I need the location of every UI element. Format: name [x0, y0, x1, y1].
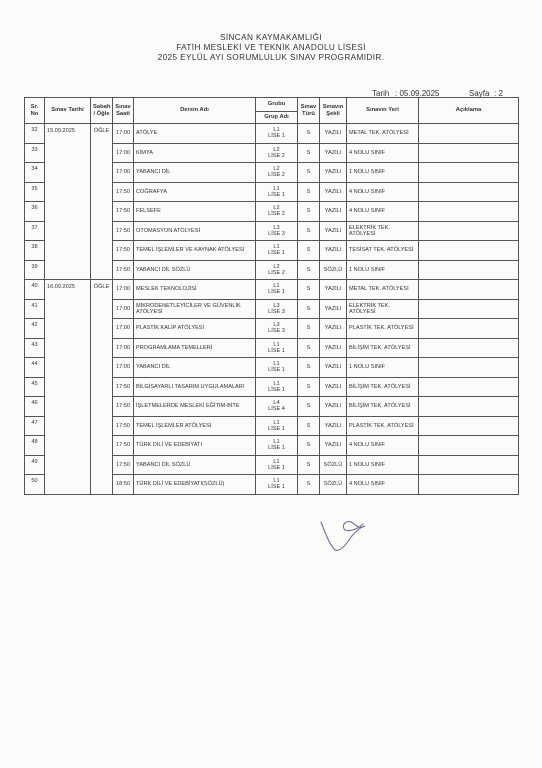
row-note	[419, 436, 519, 456]
table-row	[25, 397, 519, 417]
row-note	[419, 397, 519, 417]
row-group-name: LİSE 1	[268, 445, 285, 452]
row-type: S	[298, 338, 320, 358]
row-group	[256, 299, 298, 319]
row-date	[45, 182, 91, 202]
row-place: TESİSAT TEK. ATÖLYESİ	[347, 241, 419, 261]
exam-schedule-table	[24, 97, 519, 495]
row-note	[419, 475, 519, 495]
row-group-name: LİSE 1	[268, 386, 285, 393]
table-row	[25, 163, 519, 183]
row-session	[91, 475, 113, 495]
row-date	[45, 436, 91, 456]
table-row	[25, 338, 519, 358]
row-time: 17:50	[113, 416, 134, 436]
row-group-name: LİSE 1	[268, 347, 285, 354]
table-row	[25, 319, 519, 339]
row-course: TÜRK DİLİ VE EDEBİYATI(SÖZLÜ)	[134, 475, 256, 495]
row-group	[256, 475, 298, 495]
row-time: 17:00	[113, 338, 134, 358]
row-type: S	[298, 280, 320, 300]
row-course: PLASTİK KALIP ATÖLYESİ	[134, 319, 256, 339]
row-group	[256, 202, 298, 222]
row-time: 17:50	[113, 455, 134, 475]
row-note	[419, 260, 519, 280]
table-row	[25, 280, 519, 300]
row-time: 18:50	[113, 475, 134, 495]
row-group-code: L1	[273, 419, 280, 426]
row-group-code: L1	[273, 458, 280, 465]
row-no: 36	[25, 202, 45, 222]
row-course: COĞRAFYA	[134, 182, 256, 202]
row-group	[256, 436, 298, 456]
row-group-code: L1	[273, 380, 280, 387]
row-group	[256, 143, 298, 163]
row-session: ÖĞLE	[91, 124, 113, 144]
table-row	[25, 377, 519, 397]
row-date	[45, 221, 91, 241]
signature	[315, 510, 375, 560]
row-session	[91, 416, 113, 436]
row-session	[91, 319, 113, 339]
row-session	[91, 163, 113, 183]
row-group-code: L2	[273, 263, 280, 270]
row-time: 17:00	[113, 124, 134, 144]
row-group	[256, 163, 298, 183]
row-date	[45, 397, 91, 417]
row-place: BİLİŞİM TEK. ATÖLYESİ	[347, 338, 419, 358]
row-form: SÖZLÜ	[320, 475, 347, 495]
row-group-name: LİSE 1	[268, 191, 285, 198]
row-date	[45, 475, 91, 495]
row-note	[419, 280, 519, 300]
row-no: 44	[25, 358, 45, 378]
row-date	[45, 202, 91, 222]
row-course: OTOMASYON ATÖLYESİ	[134, 221, 256, 241]
row-place: PLASTİK TEK. ATÖLYESİ	[347, 416, 419, 436]
row-form: YAZILI	[320, 436, 347, 456]
row-place: BİLİŞİM TEK. ATÖLYESİ	[347, 377, 419, 397]
row-no: 41	[25, 299, 45, 319]
row-type: S	[298, 475, 320, 495]
row-group-code: L4	[273, 400, 280, 407]
row-group-name: LİSE 2	[268, 152, 285, 159]
row-group	[256, 124, 298, 144]
row-no: 46	[25, 397, 45, 417]
col-header-type: Sınav Türü	[298, 98, 320, 124]
table-row	[25, 436, 519, 456]
table-row	[25, 416, 519, 436]
col-header-note: Açıklama	[419, 98, 519, 124]
row-no: 34	[25, 163, 45, 183]
row-group	[256, 338, 298, 358]
page-label: Sayfa	[469, 89, 490, 98]
row-form: YAZILI	[320, 319, 347, 339]
row-no: 35	[25, 182, 45, 202]
row-place: 4 NOLU SINIF	[347, 475, 419, 495]
row-time: 17:50	[113, 221, 134, 241]
row-course: TEMEL İŞLEMLER ATÖLYESİ	[134, 416, 256, 436]
row-place: 1 NOLU SINIF	[347, 358, 419, 378]
row-no: 39	[25, 260, 45, 280]
row-group-code: L1	[273, 283, 280, 290]
row-group-code: L3	[273, 224, 280, 231]
row-time: 17:00	[113, 280, 134, 300]
row-group-code: L1	[273, 127, 280, 134]
row-date	[45, 299, 91, 319]
row-time: 17:50	[113, 377, 134, 397]
row-time: 17:50	[113, 202, 134, 222]
col-header-time: Sınav Saati	[113, 98, 134, 124]
row-time: 17:00	[113, 163, 134, 183]
row-course: MESLEK TEKNOLOJİSİ	[134, 280, 256, 300]
row-place: 4 NOLU SINIF	[347, 143, 419, 163]
row-form: YAZILI	[320, 163, 347, 183]
row-note	[419, 182, 519, 202]
date-value: : 05.09.2025	[395, 89, 440, 98]
row-date	[45, 377, 91, 397]
row-no: 42	[25, 319, 45, 339]
row-course: TEMEL İŞLEMLER VE KAYNAK ATÖLYESİ	[134, 241, 256, 261]
table-row	[25, 358, 519, 378]
row-no: 38	[25, 241, 45, 261]
row-time: 17:50	[113, 182, 134, 202]
row-course: YABANCI DİL SÖZLÜ	[134, 260, 256, 280]
row-form: YAZILI	[320, 182, 347, 202]
row-course: MİKRODENETLEYİCİLER VE GÜVENLİK ATÖLYESİ	[134, 299, 256, 319]
row-session	[91, 397, 113, 417]
row-date	[45, 163, 91, 183]
row-no: 40	[25, 280, 45, 300]
row-group	[256, 358, 298, 378]
row-group-name: LİSE 3	[268, 308, 285, 315]
row-time: 17:50	[113, 436, 134, 456]
row-course: PROGRAMLAMA TEMELLERİ	[134, 338, 256, 358]
row-type: S	[298, 397, 320, 417]
row-group	[256, 241, 298, 261]
table-row	[25, 202, 519, 222]
row-group-name: LİSE 1	[268, 250, 285, 257]
row-no: 32	[25, 124, 45, 144]
row-place: ELEKTRİK TEK. ATÖLYESİ	[347, 299, 419, 319]
row-place: 4 NOLU SINIF	[347, 202, 419, 222]
row-group-code: L2	[273, 146, 280, 153]
date-label: Tarih	[372, 89, 390, 98]
row-group	[256, 397, 298, 417]
row-session	[91, 202, 113, 222]
row-type: S	[298, 260, 320, 280]
table-row	[25, 182, 519, 202]
row-date	[45, 455, 91, 475]
row-group	[256, 260, 298, 280]
row-type: S	[298, 358, 320, 378]
row-group	[256, 455, 298, 475]
row-note	[419, 319, 519, 339]
row-note	[419, 221, 519, 241]
row-type: S	[298, 455, 320, 475]
table-row	[25, 221, 519, 241]
row-note	[419, 455, 519, 475]
col-header-date: Sınav Tarihi	[45, 98, 91, 124]
row-session	[91, 241, 113, 261]
row-group-name: LİSE 3	[268, 328, 285, 335]
row-place: ELEKTRİK TEK. ATÖLYESİ	[347, 221, 419, 241]
row-form: YAZILI	[320, 299, 347, 319]
row-no: 49	[25, 455, 45, 475]
row-place: BİLİŞİM TEK. ATÖLYESİ	[347, 397, 419, 417]
row-group-code: L3	[273, 322, 280, 329]
row-place: PLASTİK TEK. ATÖLYESİ	[347, 319, 419, 339]
row-type: S	[298, 163, 320, 183]
row-group-name: LİSE 2	[268, 269, 285, 276]
row-date: 15.09.2025	[45, 124, 91, 144]
row-session	[91, 221, 113, 241]
row-type: S	[298, 182, 320, 202]
row-form: YAZILI	[320, 338, 347, 358]
row-date: 16.09.2025	[45, 280, 91, 300]
row-group-code: L1	[273, 244, 280, 251]
header-line-1: SİNCAN KAYMAKAMLIĞI	[219, 33, 323, 42]
row-group-name: LİSE 4	[268, 406, 285, 413]
row-date	[45, 319, 91, 339]
row-course: YABANCI DİL SÖZLÜ	[134, 455, 256, 475]
row-group	[256, 377, 298, 397]
table-row	[25, 241, 519, 261]
table-row	[25, 299, 519, 319]
row-note	[419, 202, 519, 222]
col-header-form: Sınavın Şekli	[320, 98, 347, 124]
row-form: YAZILI	[320, 397, 347, 417]
row-no: 48	[25, 436, 45, 456]
row-group	[256, 221, 298, 241]
row-group-name: LİSE 1	[268, 484, 285, 491]
row-time: 17:50	[113, 241, 134, 261]
row-no: 45	[25, 377, 45, 397]
row-form: SÖZLÜ	[320, 455, 347, 475]
row-no: 37	[25, 221, 45, 241]
row-form: YAZILI	[320, 377, 347, 397]
row-group-name: LİSE 1	[268, 367, 285, 374]
row-group-code: L3	[273, 302, 280, 309]
row-date	[45, 260, 91, 280]
col-header-no: Sr. No	[25, 98, 45, 124]
row-no: 47	[25, 416, 45, 436]
row-form: YAZILI	[320, 124, 347, 144]
row-note	[419, 416, 519, 436]
row-group	[256, 416, 298, 436]
row-type: S	[298, 202, 320, 222]
row-note	[419, 338, 519, 358]
row-form: YAZILI	[320, 416, 347, 436]
row-session: ÖĞLE	[91, 280, 113, 300]
row-note	[419, 241, 519, 261]
col-header-group-name: Grup Adı	[256, 112, 298, 124]
col-header-course: Dersin Adı	[134, 98, 256, 124]
row-note	[419, 299, 519, 319]
row-type: S	[298, 377, 320, 397]
row-time: 17:00	[113, 358, 134, 378]
col-header-session: Sabah / Öğle	[91, 98, 113, 124]
row-place: 1 NOLU SINIF	[347, 455, 419, 475]
row-group-code: L1	[273, 185, 280, 192]
table-row	[25, 475, 519, 495]
row-type: S	[298, 436, 320, 456]
row-group-code: L1	[273, 478, 280, 485]
row-session	[91, 299, 113, 319]
row-form: YAZILI	[320, 221, 347, 241]
row-note	[419, 163, 519, 183]
table-row	[25, 455, 519, 475]
row-group-name: LİSE 2	[268, 172, 285, 179]
row-session	[91, 338, 113, 358]
row-form: YAZILI	[320, 358, 347, 378]
row-group-name: LİSE 3	[268, 230, 285, 237]
row-group	[256, 182, 298, 202]
row-course: KİMYA	[134, 143, 256, 163]
row-course: YABANCI DİL	[134, 163, 256, 183]
row-date	[45, 338, 91, 358]
row-date	[45, 416, 91, 436]
row-type: S	[298, 221, 320, 241]
row-form: SÖZLÜ	[320, 260, 347, 280]
row-group-name: LİSE 1	[268, 464, 285, 471]
row-session	[91, 377, 113, 397]
row-group-name: LİSE 1	[268, 425, 285, 432]
col-header-place: Sınavın Yeri	[347, 98, 419, 124]
row-form: YAZILI	[320, 241, 347, 261]
row-no: 33	[25, 143, 45, 163]
row-place: METAL TEK. ATÖLYESİ	[347, 280, 419, 300]
row-date	[45, 143, 91, 163]
row-group-name: LİSE 1	[268, 133, 285, 140]
row-form: YAZILI	[320, 280, 347, 300]
row-course: TÜRK DİLİ VE EDEBİYATI	[134, 436, 256, 456]
row-type: S	[298, 143, 320, 163]
row-group-code: L2	[273, 205, 280, 212]
header-line-3: 2025 EYLÜL AYI SORUMLULUK SINAV PROGRAMIDIR.	[157, 53, 385, 62]
row-place: 4 NOLU SINIF	[347, 182, 419, 202]
row-session	[91, 358, 113, 378]
row-place: METAL TEK. ATÖLYESİ	[347, 124, 419, 144]
row-session	[91, 182, 113, 202]
row-course: ATÖLYE	[134, 124, 256, 144]
table-row	[25, 143, 519, 163]
row-session	[91, 436, 113, 456]
row-date	[45, 241, 91, 261]
row-group	[256, 280, 298, 300]
row-date	[45, 358, 91, 378]
page-value: : 2	[494, 89, 503, 98]
row-form: YAZILI	[320, 143, 347, 163]
row-type: S	[298, 299, 320, 319]
row-no: 50	[25, 475, 45, 495]
row-group-code: L1	[273, 341, 280, 348]
row-form: YAZILI	[320, 202, 347, 222]
row-group-code: L1	[273, 361, 280, 368]
row-place: 4 NOLU SINIF	[347, 436, 419, 456]
row-note	[419, 377, 519, 397]
row-type: S	[298, 416, 320, 436]
row-note	[419, 358, 519, 378]
col-header-group: Grubu	[256, 98, 298, 112]
row-note	[419, 124, 519, 144]
row-time: 17:00	[113, 143, 134, 163]
row-course: İŞLETMELERDE MESLEKİ EĞİTİM-BİTE	[134, 397, 256, 417]
table-row	[25, 260, 519, 280]
row-group-code: L2	[273, 166, 280, 173]
row-time: 17:00	[113, 319, 134, 339]
row-group-name: LİSE 1	[268, 289, 285, 296]
row-type: S	[298, 241, 320, 261]
row-session	[91, 455, 113, 475]
row-time: 17:50	[113, 397, 134, 417]
row-type: S	[298, 124, 320, 144]
row-type: S	[298, 319, 320, 339]
row-session	[91, 260, 113, 280]
row-note	[419, 143, 519, 163]
row-time: 17:50	[113, 260, 134, 280]
row-no: 43	[25, 338, 45, 358]
header-line-2: FATİH MESLEKİ VE TEKNİK ANADOLU LİSESİ	[176, 43, 366, 52]
row-group-code: L1	[273, 439, 280, 446]
row-group-name: LİSE 2	[268, 211, 285, 218]
row-session	[91, 143, 113, 163]
row-place: 1 NOLU SINIF	[347, 260, 419, 280]
row-course: YABANCI DİL	[134, 358, 256, 378]
row-course: FELSEFE	[134, 202, 256, 222]
row-place: 1 NOLU SINIF	[347, 163, 419, 183]
row-time: 17:00	[113, 299, 134, 319]
table-row	[25, 124, 519, 144]
row-group	[256, 319, 298, 339]
row-course: BİLGİSAYARLI TASARIM UYGULAMALARI	[134, 377, 256, 397]
